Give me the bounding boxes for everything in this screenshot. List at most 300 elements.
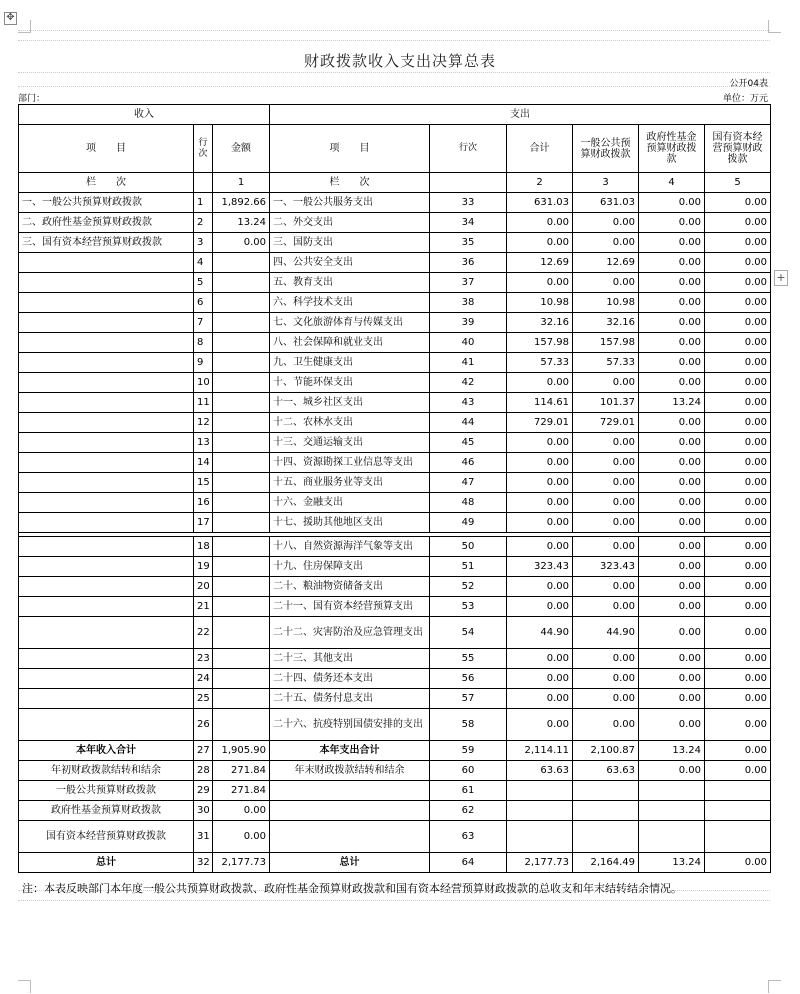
income-line-cell: 1 — [194, 193, 213, 213]
total-cell: 0.00 — [507, 273, 573, 293]
col-index-4: 4 — [639, 173, 705, 193]
expense-item-cell: 二十三、其他支出 — [270, 649, 430, 669]
gov-fund-cell: 0.00 — [639, 333, 705, 353]
expense-item-cell: 三、国防支出 — [270, 233, 430, 253]
income-item-cell: 三、国有资本经营预算财政拨款 — [19, 233, 194, 253]
total-cell: 0.00 — [507, 597, 573, 617]
soe-budget-cell: 0.00 — [705, 709, 771, 741]
expense-item-cell: 一、一般公共服务支出 — [270, 193, 430, 213]
gov-fund-cell: 0.00 — [639, 253, 705, 273]
income-item-cell — [19, 373, 194, 393]
expense-item-cell — [270, 821, 430, 853]
income-item-cell — [19, 433, 194, 453]
expense-line-cell: 43 — [430, 393, 507, 413]
table-row — [19, 253, 771, 273]
income-amount-cell: 0.00 — [213, 821, 270, 853]
expense-item-cell: 四、公共安全支出 — [270, 253, 430, 273]
gov-fund-cell: 0.00 — [639, 313, 705, 333]
grid-guide-line — [18, 900, 770, 901]
expense-line-cell: 58 — [430, 709, 507, 741]
total-cell: 323.43 — [507, 557, 573, 577]
expense-item-cell: 九、卫生健康支出 — [270, 353, 430, 373]
expense-item-cell: 本年支出合计 — [270, 741, 430, 761]
soe-budget-cell: 0.00 — [705, 353, 771, 373]
col-index-2: 2 — [507, 173, 573, 193]
income-line-cell: 9 — [194, 353, 213, 373]
income-line-cell: 15 — [194, 473, 213, 493]
table-row — [19, 393, 771, 413]
expense-item-cell: 十五、商业服务业等支出 — [270, 473, 430, 493]
income-item-cell: 国有资本经营预算财政拨款 — [19, 821, 194, 853]
income-line-cell: 17 — [194, 513, 213, 533]
expense-item-cell: 十九、住房保障支出 — [270, 557, 430, 577]
gov-fund-cell: 0.00 — [639, 761, 705, 781]
table-row — [19, 353, 771, 373]
soe-budget-cell: 0.00 — [705, 649, 771, 669]
total-cell: 0.00 — [507, 689, 573, 709]
expense-item-cell: 十七、援助其他地区支出 — [270, 513, 430, 533]
income-amount-cell — [213, 617, 270, 649]
income-line-cell: 26 — [194, 709, 213, 741]
table-row — [19, 433, 771, 453]
total-cell: 2,177.73 — [507, 853, 573, 873]
gov-fund-header: 政府性基金预算财政拨款 — [639, 125, 705, 173]
income-item-cell — [19, 273, 194, 293]
income-item-cell — [19, 597, 194, 617]
gov-fund-cell: 0.00 — [639, 413, 705, 433]
general-budget-cell: 2,100.87 — [573, 741, 639, 761]
income-amount-cell — [213, 557, 270, 577]
general-budget-cell — [573, 801, 639, 821]
expense-item-cell — [270, 801, 430, 821]
soe-budget-cell: 0.00 — [705, 293, 771, 313]
soe-budget-cell: 0.00 — [705, 213, 771, 233]
soe-budget-cell: 0.00 — [705, 253, 771, 273]
grid-guide-line — [18, 30, 770, 31]
expense-item-cell: 二十五、债务付息支出 — [270, 689, 430, 709]
form-number: 公开04表 — [729, 79, 768, 89]
soe-budget-cell: 0.00 — [705, 537, 771, 557]
soe-budget-cell: 0.00 — [705, 513, 771, 533]
gov-fund-cell — [639, 801, 705, 821]
expense-line-cell: 38 — [430, 293, 507, 313]
income-item-cell — [19, 353, 194, 373]
income-item-cell — [19, 617, 194, 649]
soe-budget-cell: 0.00 — [705, 577, 771, 597]
income-line-cell: 19 — [194, 557, 213, 577]
expense-line-cell: 44 — [430, 413, 507, 433]
expense-line-cell: 39 — [430, 313, 507, 333]
col-index-5: 5 — [705, 173, 771, 193]
income-line-cell: 29 — [194, 781, 213, 801]
soe-budget-cell: 0.00 — [705, 413, 771, 433]
soe-budget-cell: 0.00 — [705, 689, 771, 709]
income-line-cell: 10 — [194, 373, 213, 393]
soe-budget-cell: 0.00 — [705, 373, 771, 393]
table-row — [19, 557, 771, 577]
soe-budget-cell: 0.00 — [705, 853, 771, 873]
income-amount-cell — [213, 513, 270, 533]
expense-line-cell: 48 — [430, 493, 507, 513]
income-item-cell — [19, 557, 194, 577]
total-cell: 63.63 — [507, 761, 573, 781]
soe-budget-cell: 0.00 — [705, 761, 771, 781]
general-budget-cell: 0.00 — [573, 493, 639, 513]
total-cell — [507, 801, 573, 821]
general-budget-cell: 0.00 — [573, 273, 639, 293]
table-row — [19, 293, 771, 313]
expense-line-cell: 60 — [430, 761, 507, 781]
total-cell: 0.00 — [507, 669, 573, 689]
grid-guide-line — [18, 40, 770, 41]
income-item-cell — [19, 333, 194, 353]
income-line-cell: 20 — [194, 577, 213, 597]
income-line-cell: 7 — [194, 313, 213, 333]
expense-line-cell: 34 — [430, 213, 507, 233]
table-row — [19, 577, 771, 597]
general-budget-cell: 0.00 — [573, 537, 639, 557]
total-cell: 10.98 — [507, 293, 573, 313]
income-amount-cell — [213, 577, 270, 597]
expense-line-cell: 42 — [430, 373, 507, 393]
empty-cell — [430, 173, 507, 193]
general-budget-cell: 729.01 — [573, 413, 639, 433]
expense-line-cell: 50 — [430, 537, 507, 557]
income-amount-cell — [213, 597, 270, 617]
income-amount-cell — [213, 493, 270, 513]
total-cell: 0.00 — [507, 233, 573, 253]
income-line-cell: 23 — [194, 649, 213, 669]
total-cell: 12.69 — [507, 253, 573, 273]
general-budget-cell: 10.98 — [573, 293, 639, 313]
gov-fund-cell: 0.00 — [639, 669, 705, 689]
total-cell: 631.03 — [507, 193, 573, 213]
general-budget-cell: 32.16 — [573, 313, 639, 333]
income-item-cell — [19, 689, 194, 709]
expense-item-cell — [270, 781, 430, 801]
expense-item-cell: 六、科学技术支出 — [270, 293, 430, 313]
col-label: 栏 次 — [19, 173, 194, 193]
gov-fund-cell: 0.00 — [639, 473, 705, 493]
income-item-cell — [19, 393, 194, 413]
table-row — [19, 333, 771, 353]
soe-budget-cell: 0.00 — [705, 493, 771, 513]
income-amount-header: 金额 — [213, 125, 270, 173]
total-cell: 2,114.11 — [507, 741, 573, 761]
total-cell: 0.00 — [507, 649, 573, 669]
income-line-cell: 4 — [194, 253, 213, 273]
table-row — [19, 617, 771, 649]
soe-budget-cell — [705, 801, 771, 821]
income-item-cell — [19, 537, 194, 557]
income-item-cell: 本年收入合计 — [19, 741, 194, 761]
general-budget-cell: 0.00 — [573, 433, 639, 453]
expense-line-cell: 52 — [430, 577, 507, 597]
soe-budget-cell: 0.00 — [705, 193, 771, 213]
table-row — [19, 741, 771, 761]
expense-line-cell: 55 — [430, 649, 507, 669]
income-line-cell: 16 — [194, 493, 213, 513]
soe-budget-cell: 0.00 — [705, 473, 771, 493]
expense-line-header: 行次 — [430, 125, 507, 173]
soe-budget-cell: 0.00 — [705, 313, 771, 333]
expense-line-cell: 64 — [430, 853, 507, 873]
expense-line-cell: 47 — [430, 473, 507, 493]
gov-fund-cell: 0.00 — [639, 513, 705, 533]
income-amount-cell — [213, 393, 270, 413]
general-budget-cell: 2,164.49 — [573, 853, 639, 873]
total-cell: 0.00 — [507, 453, 573, 473]
footnote: 注：本表反映部门本年度一般公共预算财政拨款、政府性基金预算财政拨款和国有资本经营预算财政拨款的总收支和年末结转结余情况。 — [22, 882, 682, 895]
expense-item-cell: 五、教育支出 — [270, 273, 430, 293]
table-row — [19, 513, 771, 533]
gov-fund-cell: 0.00 — [639, 273, 705, 293]
soe-budget-cell: 0.00 — [705, 433, 771, 453]
total-cell: 0.00 — [507, 709, 573, 741]
col-index-3: 3 — [573, 173, 639, 193]
add-column-icon[interactable]: + — [774, 270, 788, 286]
income-line-cell: 8 — [194, 333, 213, 353]
total-cell: 0.00 — [507, 513, 573, 533]
expense-item-cell: 七、文化旅游体育与传媒支出 — [270, 313, 430, 333]
expense-line-cell: 41 — [430, 353, 507, 373]
total-header: 合计 — [507, 125, 573, 173]
expense-item-cell: 十八、自然资源海洋气象等支出 — [270, 537, 430, 557]
gov-fund-cell — [639, 821, 705, 853]
general-budget-cell: 101.37 — [573, 393, 639, 413]
expense-item-cell: 八、社会保障和就业支出 — [270, 333, 430, 353]
income-line-cell: 30 — [194, 801, 213, 821]
income-line-cell: 21 — [194, 597, 213, 617]
income-item-cell — [19, 513, 194, 533]
gov-fund-cell: 0.00 — [639, 689, 705, 709]
table-row — [19, 473, 771, 493]
expense-line-cell: 62 — [430, 801, 507, 821]
general-budget-cell: 12.69 — [573, 253, 639, 273]
general-budget-cell: 0.00 — [573, 453, 639, 473]
gov-fund-cell: 0.00 — [639, 597, 705, 617]
gov-fund-cell: 0.00 — [639, 617, 705, 649]
income-line-cell: 2 — [194, 213, 213, 233]
move-handle-icon[interactable]: ✥ — [4, 12, 17, 25]
expense-line-cell: 56 — [430, 669, 507, 689]
expense-header: 支出 — [270, 105, 771, 125]
table-row — [19, 313, 771, 333]
gov-fund-cell: 13.24 — [639, 741, 705, 761]
general-budget-cell: 157.98 — [573, 333, 639, 353]
expense-line-cell: 40 — [430, 333, 507, 353]
col-index-1: 1 — [213, 173, 270, 193]
total-cell: 0.00 — [507, 577, 573, 597]
income-amount-cell — [213, 313, 270, 333]
budget-table — [18, 104, 771, 873]
header-row-columns — [19, 125, 771, 173]
income-line-cell: 11 — [194, 393, 213, 413]
income-amount-cell — [213, 709, 270, 741]
gov-fund-cell: 0.00 — [639, 193, 705, 213]
income-amount-cell — [213, 669, 270, 689]
general-budget-cell — [573, 781, 639, 801]
soe-budget-cell: 0.00 — [705, 273, 771, 293]
total-cell: 0.00 — [507, 537, 573, 557]
general-budget-cell: 57.33 — [573, 353, 639, 373]
table-row — [19, 493, 771, 513]
expense-line-cell: 51 — [430, 557, 507, 577]
income-item-cell — [19, 313, 194, 333]
income-item-cell: 二、政府性基金预算财政拨款 — [19, 213, 194, 233]
general-budget-cell: 0.00 — [573, 709, 639, 741]
income-line-cell: 3 — [194, 233, 213, 253]
income-item-cell: 政府性基金预算财政拨款 — [19, 801, 194, 821]
expense-line-cell: 33 — [430, 193, 507, 213]
income-amount-cell: 1,905.90 — [213, 741, 270, 761]
income-line-header: 行 次 — [194, 125, 213, 173]
gov-fund-cell — [639, 781, 705, 801]
table-row — [19, 801, 771, 821]
soe-budget-cell: 0.00 — [705, 453, 771, 473]
gov-fund-cell: 0.00 — [639, 293, 705, 313]
empty-cell — [194, 173, 213, 193]
total-cell — [507, 781, 573, 801]
general-budget-cell: 0.00 — [573, 669, 639, 689]
soe-budget-cell — [705, 781, 771, 801]
soe-budget-cell — [705, 821, 771, 853]
general-budget-cell: 0.00 — [573, 577, 639, 597]
soe-budget-cell: 0.00 — [705, 557, 771, 577]
income-item-cell — [19, 453, 194, 473]
soe-budget-cell: 0.00 — [705, 669, 771, 689]
expense-item-cell: 十、节能环保支出 — [270, 373, 430, 393]
total-cell: 0.00 — [507, 373, 573, 393]
page-corner-mark — [768, 980, 781, 993]
expense-item-cell: 二十六、抗疫特别国债安排的支出 — [270, 709, 430, 741]
soe-budget-cell: 0.00 — [705, 233, 771, 253]
gov-fund-cell: 0.00 — [639, 433, 705, 453]
income-line-cell: 18 — [194, 537, 213, 557]
table-row — [19, 233, 771, 253]
income-line-cell: 24 — [194, 669, 213, 689]
expense-item-cell: 二十、粮油物资储备支出 — [270, 577, 430, 597]
income-amount-cell — [213, 689, 270, 709]
table-row — [19, 821, 771, 853]
income-item-cell — [19, 493, 194, 513]
income-amount-cell: 0.00 — [213, 233, 270, 253]
expense-item-cell: 十六、金融支出 — [270, 493, 430, 513]
total-cell: 0.00 — [507, 433, 573, 453]
expense-line-cell: 54 — [430, 617, 507, 649]
soe-budget-cell: 0.00 — [705, 333, 771, 353]
income-line-cell: 6 — [194, 293, 213, 313]
gov-fund-cell: 0.00 — [639, 453, 705, 473]
table-row — [19, 761, 771, 781]
income-item-cell — [19, 253, 194, 273]
expense-line-cell: 63 — [430, 821, 507, 853]
general-budget-cell: 323.43 — [573, 557, 639, 577]
soe-budget-cell: 0.00 — [705, 597, 771, 617]
expense-item-cell: 年末财政拨款结转和结余 — [270, 761, 430, 781]
soe-budget-cell: 0.00 — [705, 393, 771, 413]
expense-item-cell: 二十一、国有资本经营预算支出 — [270, 597, 430, 617]
income-line-cell: 25 — [194, 689, 213, 709]
general-budget-cell: 0.00 — [573, 689, 639, 709]
income-item-cell — [19, 577, 194, 597]
income-item-cell — [19, 669, 194, 689]
total-cell: 32.16 — [507, 313, 573, 333]
expense-item-cell: 十一、城乡社区支出 — [270, 393, 430, 413]
income-amount-cell — [213, 333, 270, 353]
income-item-cell: 一、一般公共预算财政拨款 — [19, 193, 194, 213]
total-cell: 729.01 — [507, 413, 573, 433]
income-line-cell: 28 — [194, 761, 213, 781]
table-row — [19, 373, 771, 393]
table-row — [19, 193, 771, 213]
general-budget-cell: 0.00 — [573, 513, 639, 533]
general-budget-cell: 0.00 — [573, 373, 639, 393]
page-corner-mark — [18, 20, 31, 33]
expense-line-cell: 35 — [430, 233, 507, 253]
header-row-group — [19, 105, 771, 125]
gov-fund-cell: 0.00 — [639, 649, 705, 669]
expense-item-cell: 十二、农林水支出 — [270, 413, 430, 433]
income-amount-cell — [213, 453, 270, 473]
table-row — [19, 213, 771, 233]
col-label: 栏 次 — [270, 173, 430, 193]
table-row — [19, 709, 771, 741]
income-amount-cell: 271.84 — [213, 781, 270, 801]
unit-label: 单位：万元 — [722, 94, 768, 104]
table-row — [19, 853, 771, 873]
income-amount-cell — [213, 293, 270, 313]
general-budget-header: 一般公共预算财政拨款 — [573, 125, 639, 173]
income-item-cell: 总计 — [19, 853, 194, 873]
income-amount-cell — [213, 413, 270, 433]
column-index-row — [19, 173, 771, 193]
income-item-cell — [19, 649, 194, 669]
expense-item-cell: 总计 — [270, 853, 430, 873]
income-line-cell: 32 — [194, 853, 213, 873]
expense-item-cell: 二、外交支出 — [270, 213, 430, 233]
grid-guide-line — [18, 72, 770, 73]
gov-fund-cell: 0.00 — [639, 557, 705, 577]
income-amount-cell — [213, 537, 270, 557]
gov-fund-cell: 0.00 — [639, 577, 705, 597]
income-item-cell: 年初财政拨款结转和结余 — [19, 761, 194, 781]
income-amount-cell: 2,177.73 — [213, 853, 270, 873]
income-item-header: 项 目 — [19, 125, 194, 173]
gov-fund-cell: 0.00 — [639, 709, 705, 741]
expense-line-cell: 57 — [430, 689, 507, 709]
gov-fund-cell: 0.00 — [639, 213, 705, 233]
gov-fund-cell: 13.24 — [639, 853, 705, 873]
gov-fund-cell: 0.00 — [639, 233, 705, 253]
income-line-cell: 14 — [194, 453, 213, 473]
income-item-cell — [19, 709, 194, 741]
income-amount-cell — [213, 353, 270, 373]
expense-item-cell: 二十四、债务还本支出 — [270, 669, 430, 689]
income-item-cell — [19, 413, 194, 433]
general-budget-cell — [573, 821, 639, 853]
department-label: 部门： — [18, 94, 46, 104]
table-row — [19, 781, 771, 801]
income-item-cell — [19, 293, 194, 313]
income-line-cell: 12 — [194, 413, 213, 433]
table-row — [19, 537, 771, 557]
income-amount-cell — [213, 473, 270, 493]
total-cell: 0.00 — [507, 473, 573, 493]
expense-line-cell: 36 — [430, 253, 507, 273]
expense-line-cell: 59 — [430, 741, 507, 761]
general-budget-cell: 0.00 — [573, 233, 639, 253]
